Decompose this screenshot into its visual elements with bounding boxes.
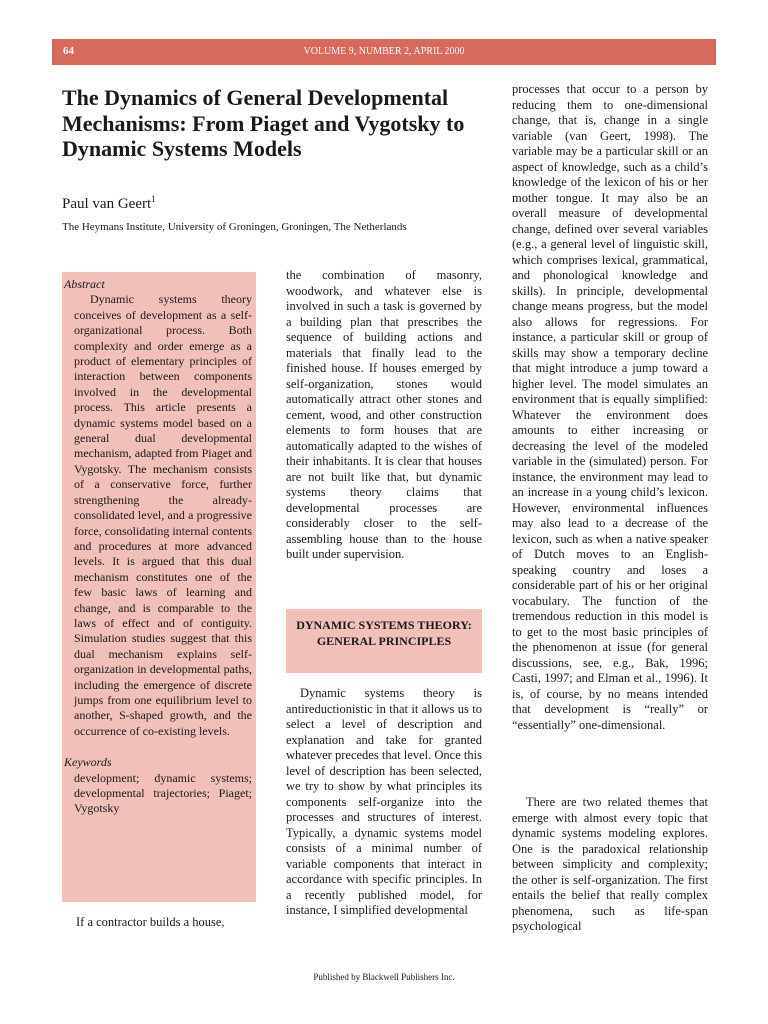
abstract-box — [62, 272, 256, 902]
body-column-3-paragraph-1: processes that occur to a person by reducing them to one-dimensional change, that is, change in a single variable (van Geert, 1998). The variable may be a particular skill or an aspect of knowledge, such as a child’s knowledge of the lexicon of his or her mother tongue. It may also be an overall measure of developmental change, defined over several variables (e.g., a general level of linguistic skill, which comprises lexical, grammatical, and phonological knowledge and skills). In principle, developmental change means progress, but the model also allows for regressions. For instance, a particular skill or group of skills may show a temporary decline that might introduce a jump toward a higher level. The model simulates an environment that is equally simplified: Whatever the environment does amounts to either increasing or decreasing the level of the modeled variable in the (simulated) person. For instance, the environment may lead to an increase in a young child’s lexicon. However, environmental influences may also lead to a decrease of the lexicon, such as when a native speaker of Dutch moves to an English-speaking country and loses a considerable part of his or her original vocabulary. The function of the tremendous reduction in this model is to get to the most basic principles of the phenomenon at issue (for general discussions, see, e.g., Bak, 1996; Casti, 1997; and Elman et al., 1996). It is, of course, by no means intended that development is “really” or “essentially” one-dimensional. — [512, 82, 708, 732]
body-column-3-paragraph-2: There are two related themes that emerge with almost every topic that dynamic systems modeling explores. One is the paradoxical relationship between simplicity and complexity; the other is self-organization. The first entails the belief that really complex phenomena, such as life-span psychological — [512, 795, 708, 933]
author-affiliation: The Heymans Institute, University of Groningen, Groningen, The Netherlands — [62, 221, 407, 233]
publisher-footer: Published by Blackwell Publishers Inc. — [313, 972, 455, 982]
section-heading: DYNAMIC SYSTEMS THEORY: GENERAL PRINCIPLES — [296, 618, 472, 648]
page-number: 64 — [63, 45, 74, 57]
abstract-text: Dynamic systems theory conceives of development as a self-organizational process. Both complexity and order emerge as a product of elementary principles of interaction between components involved in the developmental process. This article presents a dynamic systems model based on a general dual developmental mechanism, adapted from Piaget and Vygotsky. The mechanism consists of a conservative force, further strengthening the already-consolidated level, and a progressive force, consolidating internal contents and procedures at more advanced levels. It is argued that this dual mechanism constitutes one of the few basic laws of learning and change, and is comparable to the laws of effect and of contiguity. Simulation studies suggest that this dual mechanism explains self-organization in developmental paths, including the emergence of discrete jumps from one equilibrium level to another, S-shaped growth, and the occurrence of co-existing levels. — [74, 292, 252, 738]
section-heading-box — [286, 609, 482, 673]
author-name: Paul van Geert — [62, 196, 152, 212]
body-column-2-intro: the combination of masonry, woodwork, and whatever else is involved in such a task is governed by a building plan that prescribes the sequence of building actions and materials that finally lead to the finished house. If houses emerged by self-organization, stones would automatically attract other stones and cement, wood, and other construction elements to form houses that are automatically adapted to the wishes of their inhabitants. It is clear that houses are not built like that, but dynamic systems theory claims that developmental processes are considerably closer to the self-assembling house than to the house built under supervision. — [286, 268, 482, 561]
running-header — [52, 39, 716, 65]
journal-volume-info: VOLUME 9, NUMBER 2, APRIL 2000 — [303, 46, 465, 57]
keywords-heading: Keywords — [64, 755, 112, 770]
author-line — [62, 194, 156, 213]
abstract-heading: Abstract — [64, 277, 105, 291]
keywords-text: development; dynamic systems; developmental trajectories; Piaget; Vygotsky — [74, 770, 252, 816]
body-column-2-text: Dynamic systems theory is antireductionistic in that it allows us to select a level of description and explanation and take for granted whatever precedes that level. Once this level of description has been selected, we try to show by what principles its components self-organize into the processes and structures of interest. Typically, a dynamic systems model consists of a minimal number of variable components that interact in accordance with specific principles. In a recently published model, for instance, I simplified developmental — [286, 686, 482, 917]
author-footnote-marker: 1 — [151, 194, 156, 204]
article-title: The Dynamics of General Developmental Mechanisms: From Piaget and Vygotsky to Dynamic Systems Models — [62, 85, 465, 161]
body-column-1-text: If a contractor builds a house, — [76, 915, 225, 929]
